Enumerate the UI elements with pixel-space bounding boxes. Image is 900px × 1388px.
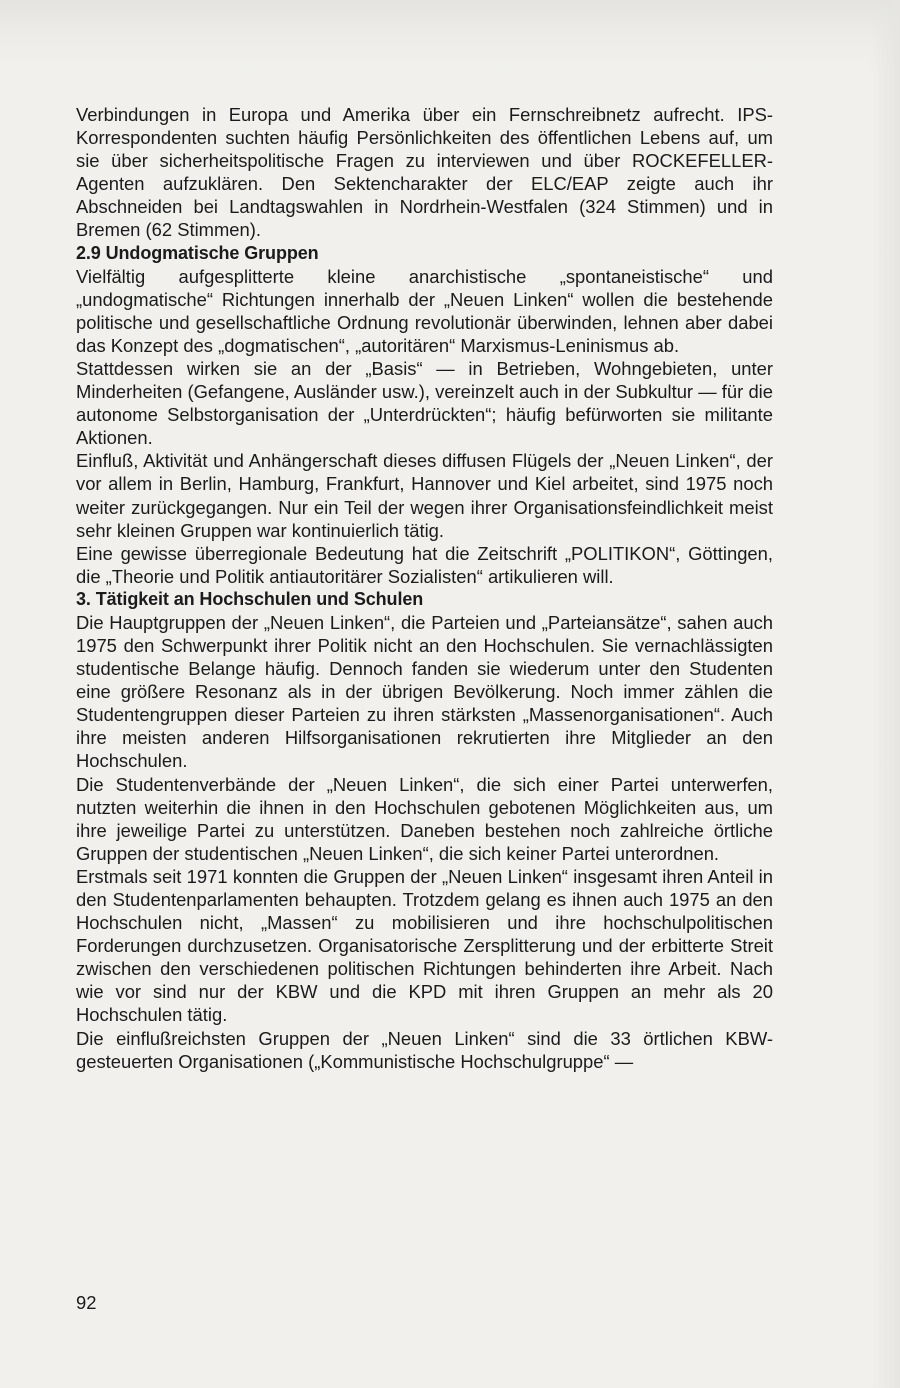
- scan-shading-top: [0, 0, 900, 70]
- document-page: [76, 103, 773, 1073]
- section-2-9-paragraph-1: Vielfältig aufgesplitterte kleine anarchistische „spontaneistische“ und „undogmatische“ Richtungen innerhalb der „Neuen Linken“ wollen die bestehende politische und gesellschaftliche Ordnung revolutionär überwinden, lehnen aber dabei das Konzept des „dogmatischen“, „autoritären“ Marxismus-Leninismus ab.: [76, 265, 773, 356]
- scan-shading-right: [870, 0, 900, 1388]
- section-heading-3: 3. Tätigkeit an Hochschulen und Schulen: [76, 588, 424, 609]
- section-2-9-paragraph-2: Stattdessen wirken sie an der „Basis“ — in Betrieben, Wohngebieten, unter Minderheiten (Gefangene, Ausländer usw.), vereinzelt auch in der Subkultur — für die autonome Selbstorganisation der „Unterdrückten“; häufig befürworten sie militante Aktionen.: [76, 357, 773, 449]
- section-heading-2-9: 2.9 Undogmatische Gruppen: [76, 242, 319, 263]
- section-3-paragraph-4: Die einflußreichsten Gruppen der „Neuen Linken“ sind die 33 örtlichen KBW-gesteuerten Organisationen („Kommunistische Hochschulgruppe“ —: [76, 1027, 773, 1072]
- intro-paragraph: Verbindungen in Europa und Amerika über ein Fernschreibnetz aufrecht. IPS-Korrespondenten suchten häufig Persönlichkeiten des öffentlichen Lebens auf, um sie über sicherheitspolitische Fragen zu interviewen und über ROCKEFELLER-Agenten aufzuklären. Den Sektencharakter der ELC/EAP zeigte auch ihr Abschneiden bei Landtagswahlen in Nordrhein-Westfalen (324 Stimmen) und in Bremen (62 Stimmen).: [76, 104, 773, 241]
- section-2-9-paragraph-4: Eine gewisse überregionale Bedeutung hat die Zeitschrift „POLITIKON“, Göttingen, die „Theorie und Politik antiautoritärer Sozialisten“ artikulieren will.: [76, 542, 773, 587]
- section-3-paragraph-1: Die Hauptgruppen der „Neuen Linken“, die Parteien und „Parteiansätze“, sahen auch 1975 den Schwerpunkt ihrer Politik nicht an den Hochschulen. Sie vernachlässigten studentische Belange häufig. Dennoch fanden sie wiederum unter den Studenten eine größere Resonanz als in der übrigen Bevölkerung. Noch immer zählen die Studentengruppen dieser Parteien zu ihren stärksten „Massenorganisationen“. Auch ihre meisten anderen Hilfsorganisationen rekrutierten ihre Mitglieder an den Hochschulen.: [76, 611, 773, 772]
- section-3-paragraph-3: Erstmals seit 1971 konnten die Gruppen der „Neuen Linken“ insgesamt ihren Anteil in den Studentenparlamenten behaupten. Trotzdem gelang es ihnen auch 1975 an den Hochschulen nicht, „Massen“ zu mobilisieren und ihre hochschulpolitischen Forderungen durchzusetzen. Organisatorische Zersplitterung und der erbitterte Streit zwischen den verschiedenen politischen Richtungen behinderten ihre Arbeit. Nach wie vor sind nur der KBW und die KPD mit ihren Gruppen an mehr als 20 Hochschulen tätig.: [76, 865, 773, 1026]
- page-number: 92: [76, 1292, 97, 1313]
- section-2-9-paragraph-3: Einfluß, Aktivität und Anhängerschaft dieses diffusen Flügels der „Neuen Linken“, der vor allem in Berlin, Hamburg, Frankfurt, Hannover und Kiel arbeitet, sind 1975 noch weiter zurückgegangen. Nur ein Teil der wegen ihrer Organisationsfeindlichkeit meist sehr kleinen Gruppen war kontinuierlich tätig.: [76, 450, 773, 541]
- section-3-paragraph-2: Die Studentenverbände der „Neuen Linken“, die sich einer Partei unterwerfen, nutzten weiterhin die ihnen in den Hochschulen gebotenen Möglichkeiten aus, um ihre jeweilige Partei zu unterstützen. Daneben bestehen noch zahlreiche örtliche Gruppen der studentischen „Neuen Linken“, die sich keiner Partei unterordnen.: [76, 773, 773, 864]
